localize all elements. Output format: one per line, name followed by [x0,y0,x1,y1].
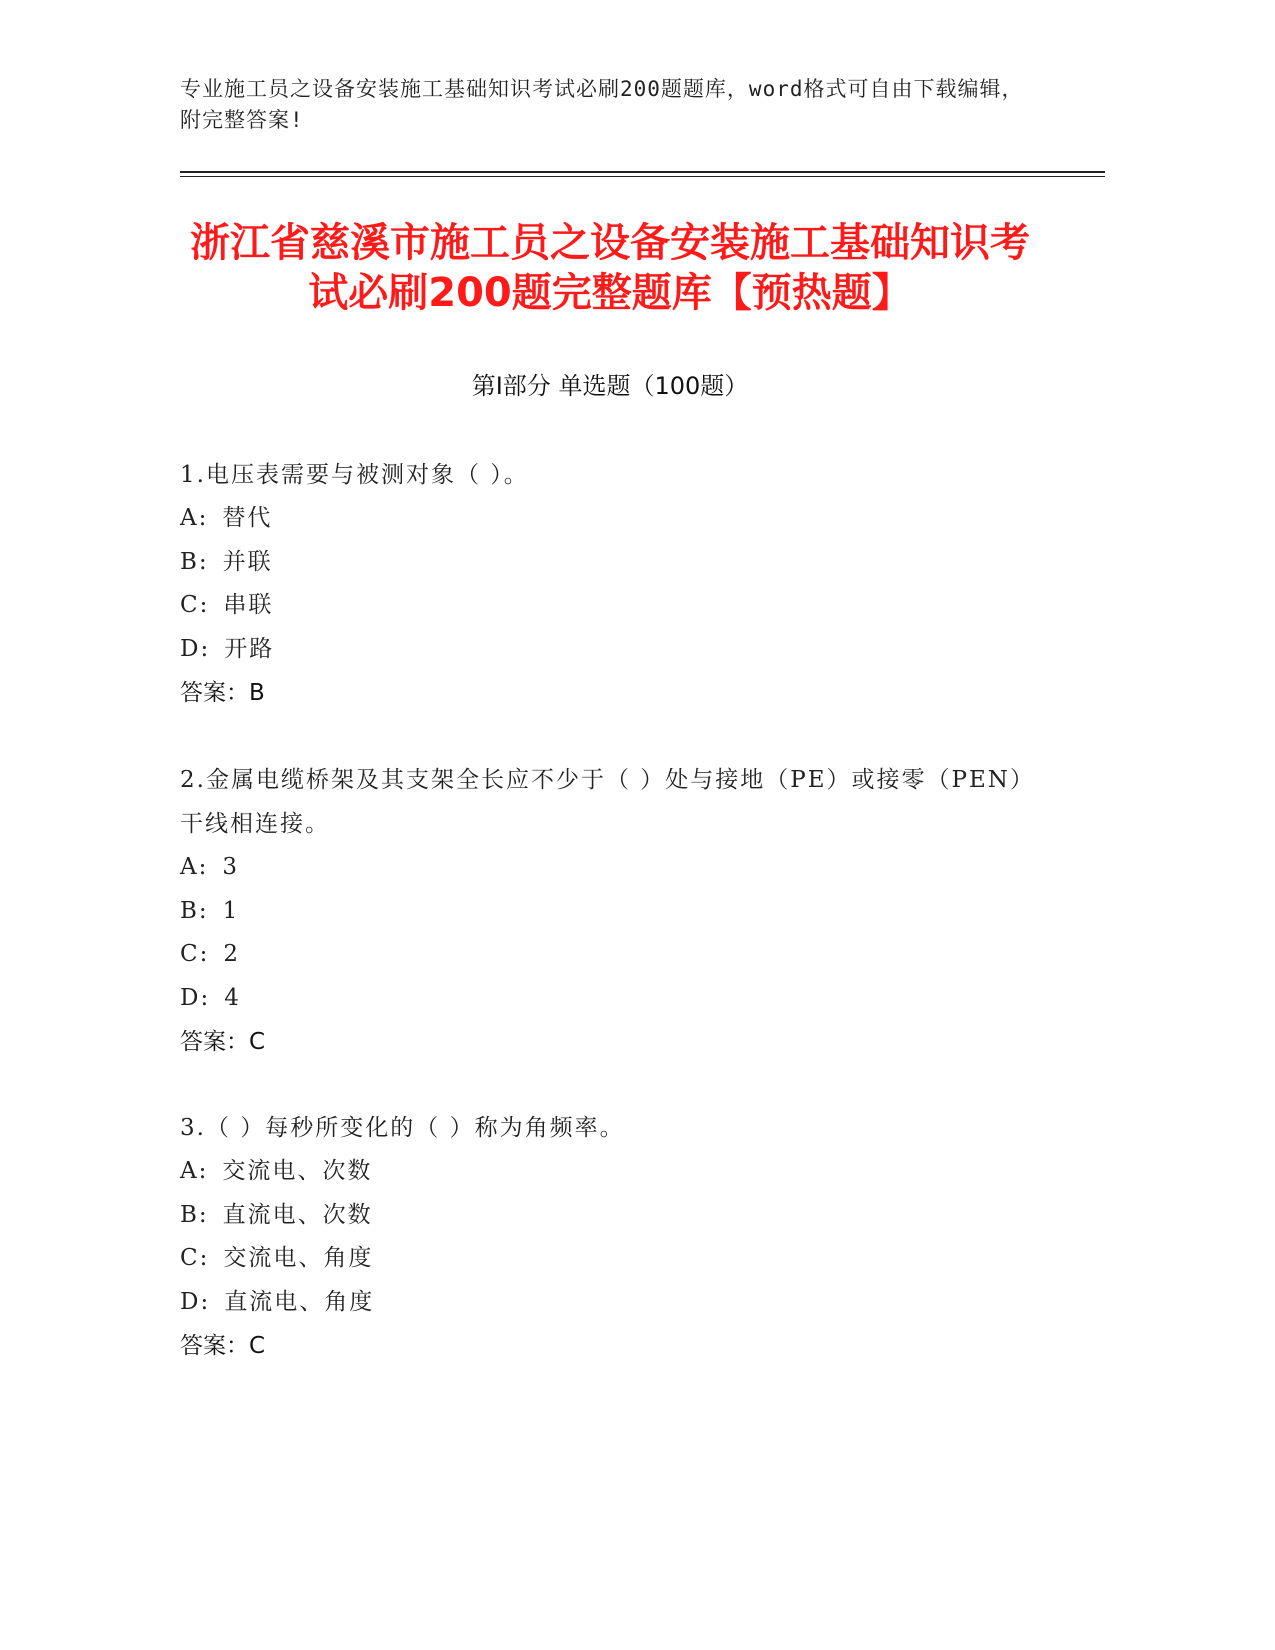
option-text: 并联 [222,548,273,575]
option-d [180,1281,1040,1325]
option-b [180,890,1040,934]
option-text: 交流电、角度 [223,1245,374,1271]
option-b [180,541,1040,585]
question-1 [180,453,1040,715]
option-text: 4 [224,984,241,1011]
option-c [180,933,1040,977]
option-text: 1 [222,897,240,924]
option-text: 替代 [222,505,273,531]
header-divider-thin [180,176,1105,177]
header-divider-thick [180,171,1105,173]
section-title: 第I部分 单选题（100题） [471,372,749,400]
option-text: 直流电、次数 [222,1201,373,1228]
option-key: B: [180,548,209,575]
option-key: C: [180,1245,210,1271]
document-title: 浙江省慈溪市施工员之设备安装施工基础知识考试必刷200题完整题库【预热题】 [190,220,1030,316]
question-3 [180,1106,1040,1368]
option-text: 交流电、次数 [222,1158,373,1184]
option-a [180,846,1040,890]
question-stem: 3.（ ）每秒所变化的（ ）称为角频率。 [180,1115,625,1141]
question-2 [180,758,1040,1064]
answer: 答案：C [180,1029,266,1055]
answer: 答案：B [180,680,265,706]
option-c [180,1237,1040,1281]
option-c [180,584,1040,628]
option-key: D: [180,635,211,662]
option-text: 串联 [223,592,274,618]
option-key: A: [180,1158,209,1184]
option-b [180,1194,1040,1238]
option-a [180,497,1040,541]
option-key: D: [180,1288,211,1315]
option-text: 开路 [224,635,275,662]
option-key: D: [180,984,211,1011]
option-key: B: [180,897,209,924]
option-key: C: [180,592,210,618]
option-text: 2 [223,941,240,967]
question-stem: 2.金属电缆桥架及其支架全长应不少于（ ）处与接地（PE）或接零（PEN）干线相连接。 [180,767,1035,837]
answer: 答案：C [180,1333,266,1359]
option-text: 3 [222,854,239,880]
option-text: 直流电、角度 [224,1288,375,1315]
option-a [180,1150,1040,1194]
question-stem: 1.电压表需要与被测对象（ ）。 [180,462,529,488]
option-d [180,628,1040,672]
option-key: A: [180,505,209,531]
option-key: A: [180,854,209,880]
header-note: 专业施工员之设备安装施工基础知识考试必刷200题题库，word格式可自由下载编辑，附完整答案! [180,77,1024,132]
option-key: B: [180,1201,209,1228]
option-key: C: [180,941,210,967]
option-d [180,977,1040,1021]
